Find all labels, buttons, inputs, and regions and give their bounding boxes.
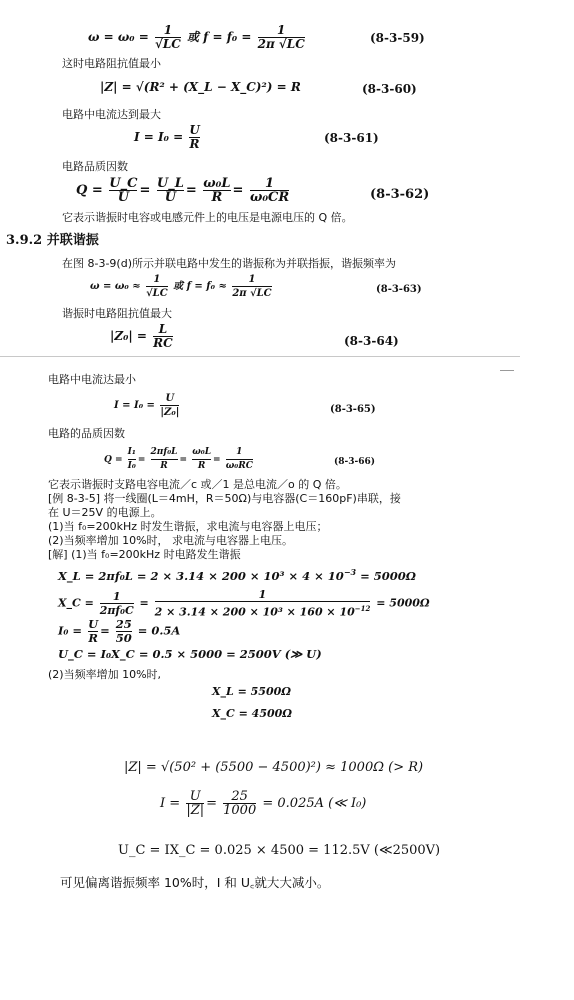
numerator: ω₀L bbox=[203, 176, 231, 191]
numerator: 25 bbox=[115, 617, 132, 631]
body-text: 电路品质因数 bbox=[62, 160, 128, 173]
fraction bbox=[223, 790, 256, 817]
denominator: ω₀CR bbox=[249, 190, 290, 205]
fraction bbox=[203, 177, 230, 204]
eq-lhs: Q = bbox=[104, 455, 123, 465]
numerator: I₁ bbox=[127, 447, 136, 457]
denominator: U bbox=[109, 190, 137, 204]
part2-heading: (2)当频率增加 10%时, bbox=[48, 668, 162, 681]
numerator: U_C bbox=[109, 176, 138, 191]
fraction bbox=[189, 124, 199, 151]
calc-lhs: X_L = 2πf₀L = 2 × 3.14 × 200 × 10³ × 4 × 10 bbox=[58, 568, 344, 583]
fraction bbox=[116, 618, 132, 645]
numerator: 25 bbox=[231, 789, 248, 804]
fraction bbox=[160, 392, 179, 419]
fraction bbox=[157, 177, 184, 204]
denominator-text: 2 × 3.14 × 200 × 10³ × 160 × 10 bbox=[154, 605, 355, 619]
denominator: RC bbox=[153, 336, 173, 350]
equation-8-3-64 bbox=[110, 323, 175, 350]
body-text: 这时电路阻抗值最小 bbox=[62, 57, 161, 70]
fraction bbox=[155, 588, 371, 619]
equation-number: (8-3-64) bbox=[344, 334, 399, 348]
calc-xl bbox=[58, 567, 416, 583]
calc-result: = 0.5A bbox=[137, 623, 181, 638]
body-text: 电路中电流达到最大 bbox=[62, 108, 161, 121]
fraction bbox=[151, 446, 178, 473]
equation-8-3-62: Q = $\frac{U\_C}{U}$ = $\frac{U\_L}{U}$ = $\frac{\text{ω₀L}}{R}$ = $\frac{1}{\text{ω₀CR}}$ bbox=[76, 176, 290, 205]
calc-result: = 5000Ω bbox=[376, 596, 430, 610]
part2-xl: X_L = 5500Ω bbox=[212, 685, 292, 698]
body-text: 它表示谐振时支路电容电流／c 或／1 是总电流／o 的 Q 倍。 bbox=[48, 478, 347, 491]
calc-i0: I₀ = $\frac{U}{R}$ = $\frac{25}{50}$ = 0.5A bbox=[58, 617, 181, 645]
numerator: 1 bbox=[163, 23, 173, 37]
numerator: ω₀L bbox=[192, 447, 212, 457]
denominator: 2π √LC bbox=[232, 288, 272, 299]
equation-number: (8-3-62) bbox=[370, 187, 430, 202]
calc-result: = 0.025A (≪ I₀) bbox=[262, 796, 367, 811]
numerator: L bbox=[158, 322, 168, 336]
body-text: 谐振时电路阻抗值最大 bbox=[62, 307, 172, 320]
numerator: 1 bbox=[265, 176, 275, 191]
denominator: |Z| bbox=[186, 803, 205, 818]
numerator: 2πf₀L bbox=[150, 447, 178, 457]
equation-number: (8-3-59) bbox=[370, 31, 425, 45]
fraction bbox=[100, 590, 134, 617]
denominator: R bbox=[189, 137, 200, 151]
example-question: (1)当 f₀=200kHz 时发生谐振，求电流与电容器上电压； bbox=[48, 520, 328, 533]
denominator: U bbox=[157, 190, 184, 204]
denominator: 50 bbox=[115, 631, 132, 645]
section-heading: 3.9.2 并联谐振 bbox=[6, 233, 99, 248]
denominator: R bbox=[88, 631, 98, 645]
fraction bbox=[153, 323, 173, 350]
equals-sign: = bbox=[139, 596, 149, 610]
calc-lhs: I₀ = bbox=[58, 623, 83, 638]
part2-current: I = $\frac{U}{|Z|}$ = $\frac{25}{1000}$ = 0.025A (≪ I₀) bbox=[160, 789, 367, 818]
fraction bbox=[155, 24, 181, 51]
fraction bbox=[250, 177, 289, 204]
fraction bbox=[192, 446, 211, 473]
numerator: 1 bbox=[153, 274, 161, 285]
numerator: U_L bbox=[156, 176, 184, 191]
equation-8-3-61 bbox=[134, 124, 202, 151]
exponent: −12 bbox=[354, 604, 371, 613]
calc-uc: U_C = I₀X_C = 0.5 × 5000 = 2500V (≫ U) bbox=[58, 647, 322, 661]
example-statement: [例 8-3-5] 将一线圈(L＝4mH，R＝50Ω)与电容器(C＝160pF)串联，接 bbox=[48, 492, 401, 505]
equation-8-3-63 bbox=[90, 273, 274, 300]
denominator: R bbox=[151, 459, 178, 473]
calc-lhs: X_C = bbox=[58, 596, 94, 610]
part2-impedance: |Z| = √(50² + (5500 − 4500)²) ≈ 1000Ω (> R) bbox=[124, 760, 424, 775]
denominator: 1000 bbox=[223, 803, 257, 818]
fraction bbox=[88, 618, 98, 645]
eq-mid: 或 f = f₀ ≈ bbox=[173, 281, 227, 292]
equation-number: (8-3-63) bbox=[376, 284, 422, 295]
example-question: (2)当频率增加 10%时， 求电流与电容器上电压。 bbox=[48, 534, 294, 547]
denominator: R bbox=[203, 190, 230, 204]
denominator: √LC bbox=[146, 288, 168, 299]
equation-number: (8-3-61) bbox=[324, 131, 379, 145]
numerator: U bbox=[165, 393, 175, 404]
fraction bbox=[186, 790, 204, 817]
scan-divider bbox=[0, 356, 520, 357]
eq-mid: 或 f = f₀ = bbox=[187, 30, 252, 44]
calc-lhs: I = bbox=[160, 796, 181, 811]
numerator: U bbox=[189, 789, 201, 804]
denominator bbox=[155, 601, 371, 619]
part2-xc: X_C = 4500Ω bbox=[212, 707, 293, 720]
denominator: ω₀RC bbox=[225, 461, 253, 471]
equation-8-3-60: |Z| = √(R² + (X_L − X_C)²) = R bbox=[100, 80, 301, 94]
body-text: 电路的品质因数 bbox=[48, 427, 125, 440]
equation-8-3-66: Q = $\frac{\text{I₁}}{\text{I₀}}$ = $\frac{\text{2πf₀L}}{R}$ = $\frac{\text{ω₀L}}{R}$ = $\frac{1}{\text{ω₀RC}}$ bbox=[104, 447, 253, 471]
equation-number: (8-3-60) bbox=[362, 82, 417, 96]
fraction bbox=[128, 446, 136, 473]
numerator: U bbox=[88, 617, 99, 631]
part2-capacitor-voltage: U_C = IX_C = 0.025 × 4500 = 112.5V (≪2500V) bbox=[118, 843, 441, 858]
solution-heading: [解] (1)当 f₀=200kHz 时电路发生谐振 bbox=[48, 548, 241, 561]
numerator: 1 bbox=[236, 447, 243, 457]
body-text: 它表示谐振时电容或电感元件上的电压是电源电压的 Q 倍。 bbox=[62, 211, 353, 224]
eq-lhs: |Z₀| = bbox=[110, 329, 147, 343]
exponent: −3 bbox=[343, 567, 357, 577]
denominator: R bbox=[192, 459, 211, 473]
scan-mark bbox=[500, 370, 514, 371]
eq-lhs: ω = ω₀ ≈ bbox=[90, 281, 141, 292]
example-statement: 在 U＝25V 的电源上。 bbox=[48, 506, 162, 519]
numerator: 1 bbox=[277, 23, 286, 37]
denominator: √LC bbox=[154, 37, 181, 51]
equation-number: (8-3-65) bbox=[330, 404, 376, 415]
equation-number: (8-3-66) bbox=[334, 457, 376, 467]
conclusion-text: 可见偏离谐振频率 10%时，I 和 U꜀就大大减小。 bbox=[60, 875, 330, 890]
fraction bbox=[232, 273, 271, 300]
denominator: |Z₀| bbox=[160, 407, 180, 418]
numerator: 1 bbox=[248, 274, 256, 285]
denominator: 2πf₀C bbox=[99, 603, 134, 617]
calc-xc bbox=[58, 588, 430, 619]
equation-8-3-59 bbox=[88, 24, 307, 51]
calc-result: = 5000Ω bbox=[360, 568, 416, 583]
denominator: 2π √LC bbox=[257, 37, 305, 51]
fraction bbox=[146, 273, 168, 300]
eq-lhs: Q = bbox=[76, 183, 103, 198]
eq-lhs: I = I₀ = bbox=[134, 130, 184, 144]
fraction bbox=[109, 177, 137, 204]
numerator: 1 bbox=[112, 589, 121, 603]
denominator: I₀ bbox=[127, 461, 136, 471]
fraction bbox=[258, 24, 305, 51]
body-text: 电路中电流达最小 bbox=[48, 373, 136, 386]
fraction bbox=[226, 446, 253, 473]
eq-lhs: ω = ω₀ = bbox=[88, 30, 149, 44]
equation-8-3-65 bbox=[114, 392, 181, 419]
numerator: 1 bbox=[258, 588, 267, 601]
numerator: U bbox=[189, 123, 200, 137]
body-text: 在图 8-3-9(d)所示并联电路中发生的谐振称为并联指振，谐振频率为 bbox=[62, 257, 396, 270]
eq-lhs: I = I₀ = bbox=[114, 400, 155, 411]
